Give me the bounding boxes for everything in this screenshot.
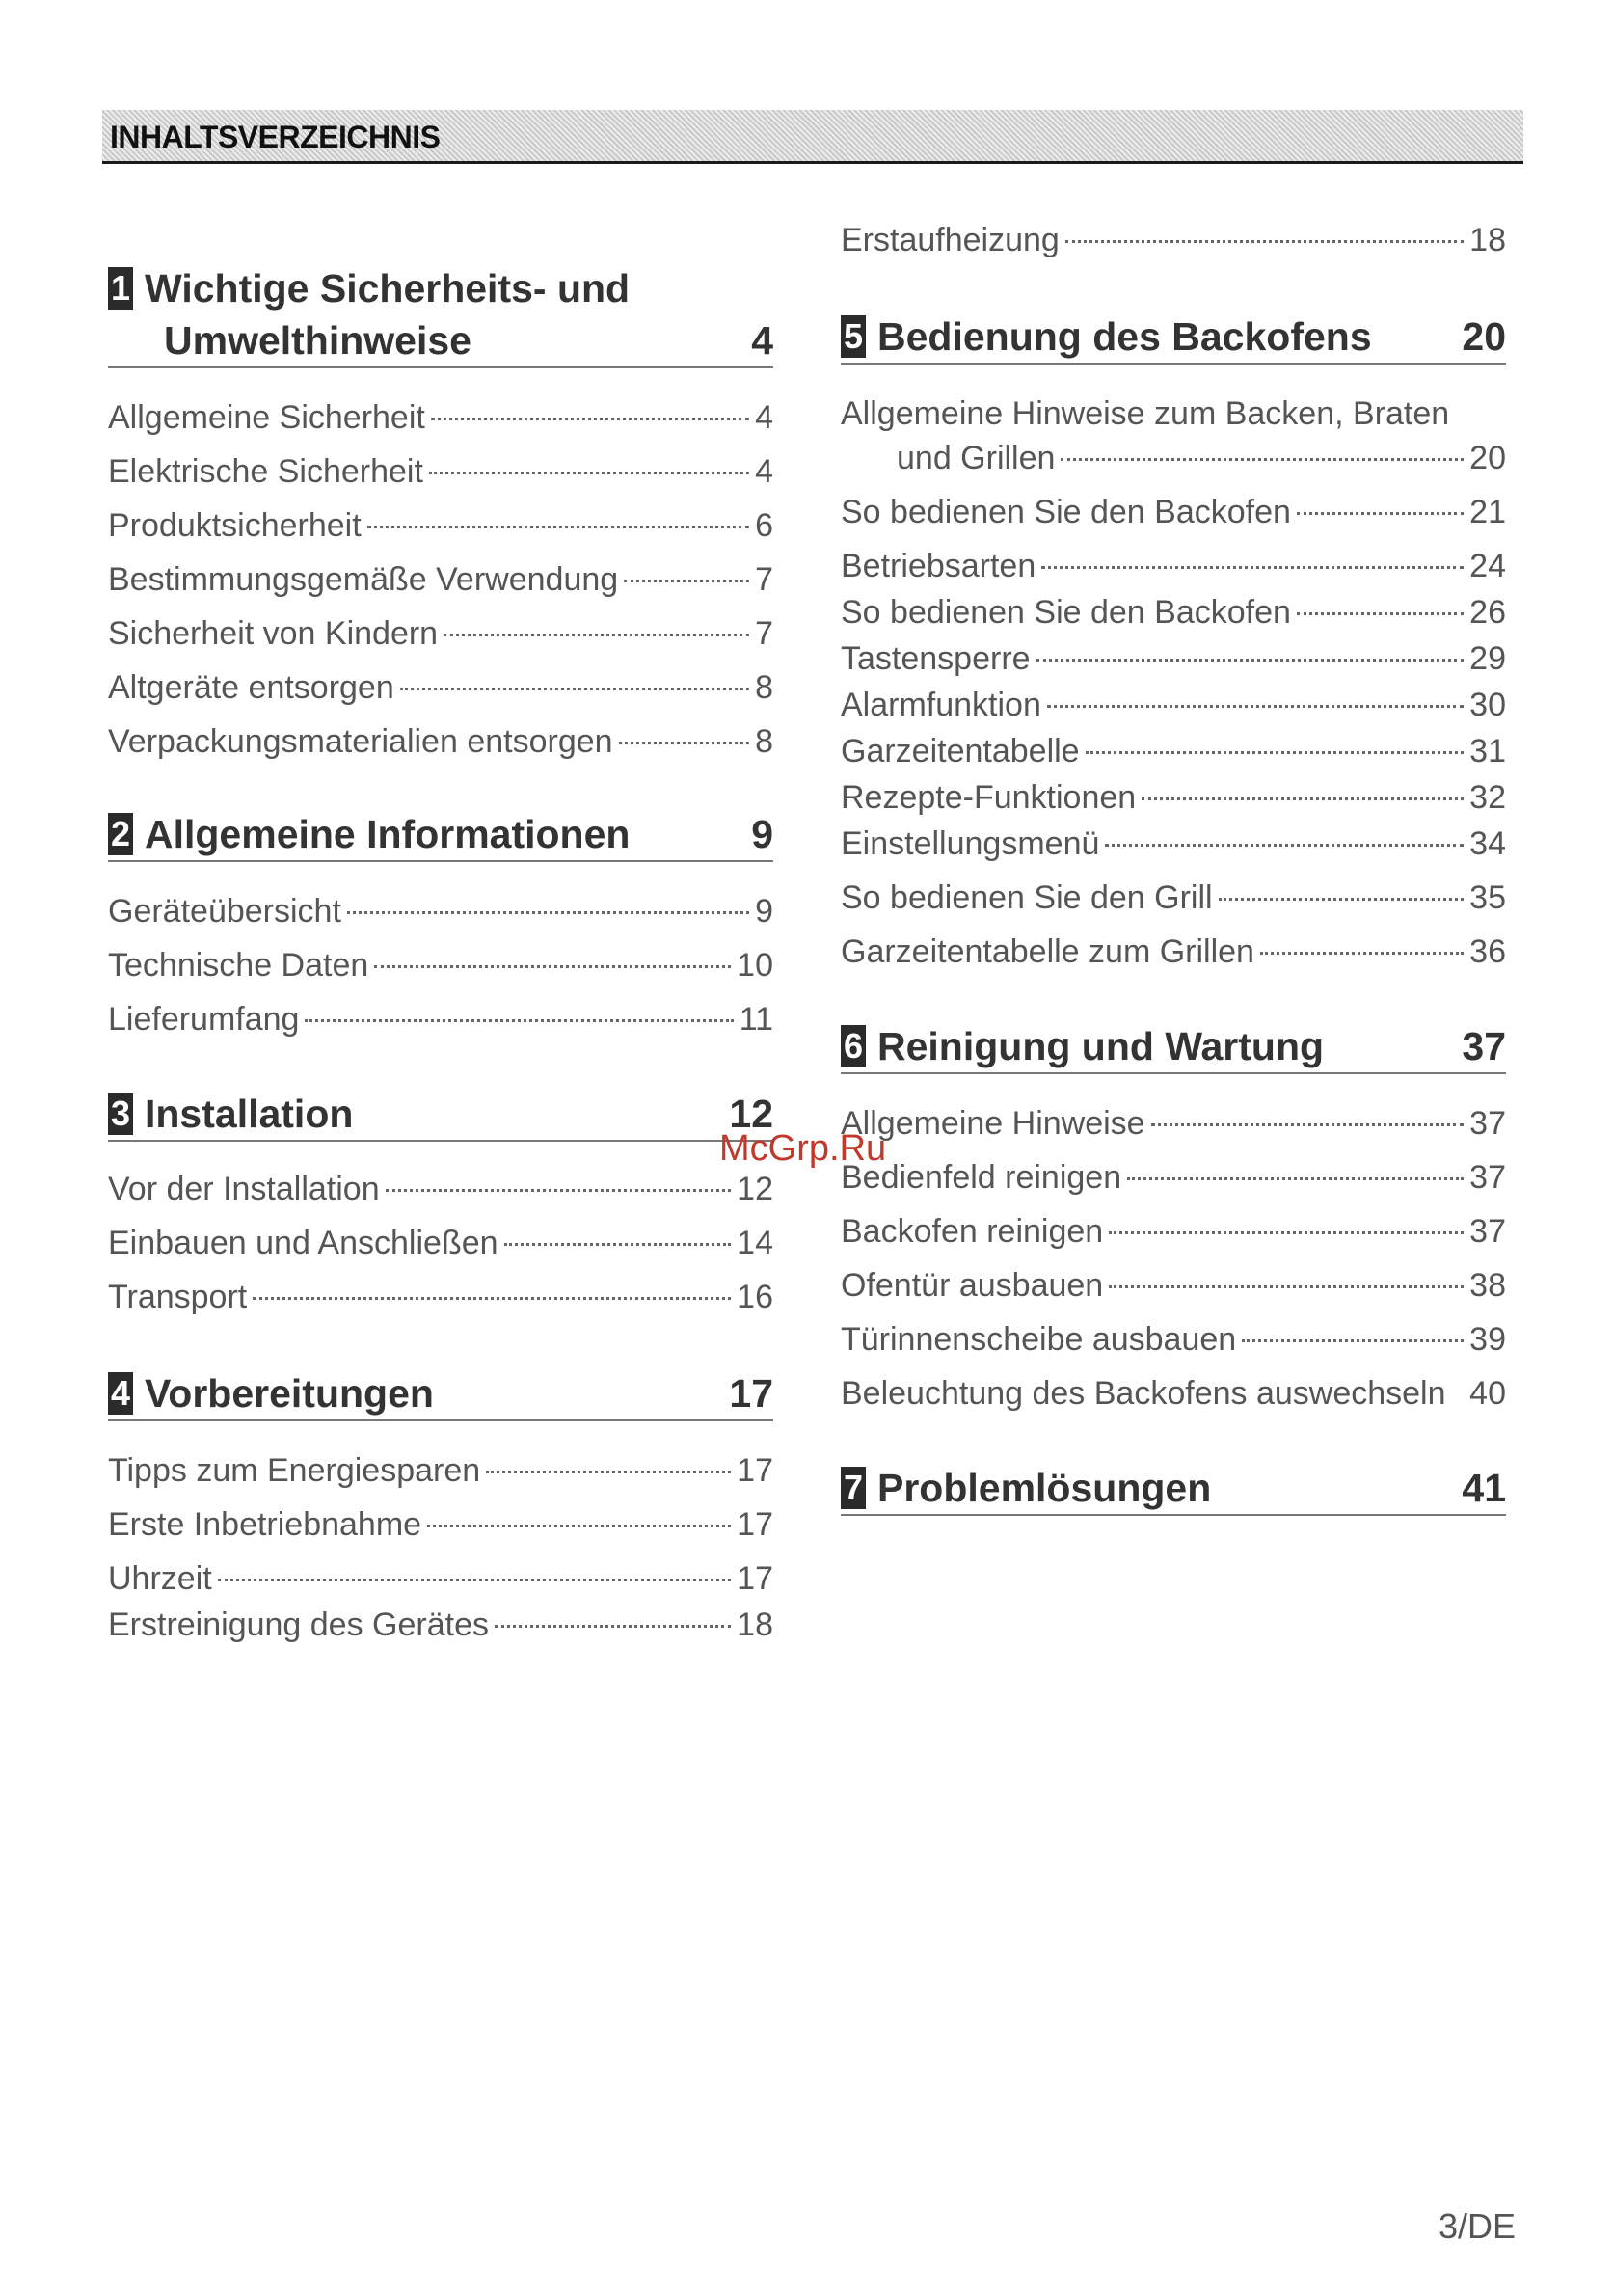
section-number: 2 xyxy=(108,813,133,855)
section-title: Vorbereitungen xyxy=(145,1371,434,1416)
toc-entry[interactable] xyxy=(108,1603,773,1647)
page-number: 3/DE xyxy=(1438,2206,1516,2246)
entry-label: Sicherheit von Kindern xyxy=(108,615,439,652)
entry-page: 16 xyxy=(737,1279,773,1315)
section-7-heading[interactable] xyxy=(841,1462,1506,1516)
entry-page: 18 xyxy=(737,1607,773,1643)
leader-dots xyxy=(1297,612,1464,615)
entry-label: Lieferumfang xyxy=(108,1001,300,1038)
toc-entry[interactable] xyxy=(841,1101,1506,1146)
toc-entry[interactable] xyxy=(841,218,1506,262)
entry-page: 30 xyxy=(1469,687,1506,723)
toc-entry[interactable] xyxy=(841,876,1506,920)
leader-dots xyxy=(1127,1177,1464,1180)
leader-dots xyxy=(1061,458,1464,461)
section-title: Problemlösungen xyxy=(877,1466,1212,1510)
section-page: 17 xyxy=(729,1371,773,1416)
toc-entry[interactable] xyxy=(108,1221,773,1265)
entry-label: Garzeitentabelle zum Grillen xyxy=(841,933,1254,970)
leader-dots xyxy=(504,1243,732,1246)
entry-label: Altgeräte entsorgen xyxy=(108,669,394,706)
entry-label: Tipps zum Energiesparen xyxy=(108,1452,481,1489)
section-title: Allgemeine Informationen xyxy=(145,812,631,856)
toc-entry[interactable] xyxy=(841,1371,1506,1416)
section-number: 7 xyxy=(841,1467,866,1509)
entry-page: 29 xyxy=(1469,640,1506,677)
leader-dots xyxy=(347,911,749,914)
entry-label: Garzeitentabelle xyxy=(841,733,1080,770)
toc-entry[interactable] xyxy=(108,1275,773,1319)
entry-label: Technische Daten xyxy=(108,947,369,984)
entry-label: Uhrzeit xyxy=(108,1560,212,1597)
entry-page: 17 xyxy=(737,1452,773,1489)
section-3-heading[interactable] xyxy=(108,1088,773,1142)
section-2-heading[interactable] xyxy=(108,808,773,862)
leader-dots xyxy=(1086,751,1465,754)
leader-dots xyxy=(1109,1285,1464,1288)
section-number: 3 xyxy=(108,1093,133,1135)
entry-page: 10 xyxy=(737,947,773,984)
entry-label: Ofentür ausbauen xyxy=(841,1267,1104,1304)
toc-entry[interactable] xyxy=(108,719,773,764)
section-page: 9 xyxy=(751,812,773,856)
toc-entry[interactable] xyxy=(841,683,1506,727)
entry-page: 7 xyxy=(755,561,773,598)
leader-dots xyxy=(218,1579,731,1581)
entry-label: Erste Inbetriebnahme xyxy=(108,1506,422,1543)
section-page: 20 xyxy=(1462,314,1506,359)
toc-entry[interactable] xyxy=(108,889,773,933)
section-title: Bedienung des Backofens xyxy=(877,314,1372,359)
entry-page: 17 xyxy=(737,1560,773,1597)
entry-label: Beleuchtung des Backofens auswechseln xyxy=(841,1375,1446,1412)
leader-dots xyxy=(1142,797,1464,800)
entry-label: Betriebsarten xyxy=(841,548,1036,584)
entry-label: Verpackungsmaterialien entsorgen xyxy=(108,723,613,760)
leader-dots xyxy=(1297,512,1464,515)
entry-label: So bedienen Sie den Backofen xyxy=(841,494,1291,530)
toc-entry[interactable] xyxy=(841,590,1506,635)
entry-page: 21 xyxy=(1469,494,1506,530)
section-page: 37 xyxy=(1462,1024,1506,1068)
entry-label: Bedienfeld reinigen xyxy=(841,1159,1122,1196)
leader-dots xyxy=(431,418,749,420)
entry-page: 32 xyxy=(1469,779,1506,816)
entry-page: 37 xyxy=(1469,1105,1506,1142)
toc-entry[interactable] xyxy=(841,1155,1506,1200)
leader-dots xyxy=(1041,566,1464,569)
toc-entry[interactable] xyxy=(841,729,1506,773)
entry-label: Geräteübersicht xyxy=(108,893,341,930)
toc-entry[interactable] xyxy=(841,930,1506,974)
page-title: INHALTSVERZEICHNIS xyxy=(110,120,441,154)
section-number: 1 xyxy=(108,267,133,310)
section-number: 6 xyxy=(841,1025,866,1067)
leader-dots xyxy=(1105,844,1464,847)
toc-entry[interactable] xyxy=(841,490,1506,534)
leader-dots xyxy=(427,1525,731,1527)
toc-entry[interactable] xyxy=(841,1317,1506,1362)
entry-label: Elektrische Sicherheit xyxy=(108,453,423,490)
section-number: 5 xyxy=(841,315,866,358)
entry-page: 26 xyxy=(1469,594,1506,631)
entry-label: Erstreinigung des Gerätes xyxy=(108,1607,489,1643)
toc-entry[interactable] xyxy=(108,611,773,656)
leader-dots xyxy=(619,742,750,744)
entry-label: So bedienen Sie den Backofen xyxy=(841,594,1291,631)
leader-dots xyxy=(400,688,749,690)
entry-label: Bestimmungsgemäße Verwendung xyxy=(108,561,619,598)
leader-dots xyxy=(1036,659,1465,662)
entry-label: Einbauen und Anschließen xyxy=(108,1225,498,1261)
entry-label: Allgemeine Sicherheit xyxy=(108,399,425,436)
header-bar xyxy=(102,110,1523,164)
section-title: Wichtige Sicherheits- und xyxy=(145,266,631,311)
toc-entry[interactable] xyxy=(841,775,1506,820)
leader-dots xyxy=(1109,1231,1464,1234)
toc-entry[interactable] xyxy=(841,1209,1506,1254)
section-6-heading[interactable] xyxy=(841,1020,1506,1074)
toc-entry[interactable] xyxy=(108,557,773,602)
toc-entry[interactable] xyxy=(841,544,1506,588)
entry-page: 35 xyxy=(1469,879,1506,916)
entry-page: 39 xyxy=(1469,1321,1506,1358)
entry-page: 7 xyxy=(755,615,773,652)
entry-label: und Grillen xyxy=(897,440,1056,476)
entry-page: 37 xyxy=(1469,1213,1506,1250)
entry-label: Rezepte-Funktionen xyxy=(841,779,1137,816)
entry-page: 38 xyxy=(1469,1267,1506,1304)
entry-page: 31 xyxy=(1469,733,1506,770)
entry-page: 40 xyxy=(1469,1375,1506,1412)
entry-label: Vor der Installation xyxy=(108,1171,380,1207)
entry-label: Tastensperre xyxy=(841,640,1031,677)
entry-label: Erstaufheizung xyxy=(841,222,1060,258)
entry-label: Backofen reinigen xyxy=(841,1213,1104,1250)
toc-entry[interactable] xyxy=(108,997,773,1041)
leader-dots xyxy=(1219,898,1465,901)
toc-entry[interactable] xyxy=(841,436,1506,480)
toc-entry[interactable] xyxy=(108,503,773,548)
entry-page: 12 xyxy=(737,1171,773,1207)
entry-page: 8 xyxy=(755,669,773,706)
leader-dots xyxy=(429,472,749,474)
section-page: 12 xyxy=(729,1092,773,1136)
toc-entry[interactable] xyxy=(108,395,773,440)
leader-dots xyxy=(1047,705,1464,708)
entry-label: Produktsicherheit xyxy=(108,507,362,544)
section-5-heading[interactable] xyxy=(841,311,1506,365)
section-number: 4 xyxy=(108,1372,133,1415)
entry-page: 34 xyxy=(1469,825,1506,862)
leader-dots xyxy=(253,1297,731,1300)
leader-dots xyxy=(486,1471,731,1473)
leader-dots xyxy=(367,526,749,528)
leader-dots xyxy=(495,1625,731,1628)
entry-page: 4 xyxy=(755,453,773,490)
section-title-continued: Umwelthinweise xyxy=(164,318,471,363)
leader-dots xyxy=(1151,1123,1465,1126)
entry-page: 20 xyxy=(1469,440,1506,476)
entry-label: So bedienen Sie den Grill xyxy=(841,879,1213,916)
section-1-heading[interactable] xyxy=(108,262,773,368)
toc-entry[interactable] xyxy=(108,1448,773,1493)
leader-dots xyxy=(444,634,749,636)
toc-entry-first-line[interactable]: Allgemeine Hinweise zum Backen, Braten xyxy=(841,395,1450,432)
toc-entry[interactable] xyxy=(841,1263,1506,1308)
entry-label: Allgemeine Hinweise xyxy=(841,1105,1145,1142)
entry-label: Transport xyxy=(108,1279,248,1315)
entry-label: Einstellungsmenü xyxy=(841,825,1100,862)
leader-dots xyxy=(305,1019,733,1022)
leader-dots xyxy=(374,965,731,968)
toc-entry[interactable] xyxy=(108,1556,773,1601)
leader-dots xyxy=(386,1189,732,1192)
section-4-heading[interactable] xyxy=(108,1367,773,1421)
section-title: Installation xyxy=(145,1092,354,1136)
watermark: McGrp.Ru xyxy=(719,1128,887,1169)
section-page: 41 xyxy=(1462,1466,1506,1510)
toc-entry[interactable] xyxy=(108,449,773,494)
entry-page: 24 xyxy=(1469,548,1506,584)
entry-page: 4 xyxy=(755,399,773,436)
entry-page: 8 xyxy=(755,723,773,760)
section-title: Reinigung und Wartung xyxy=(877,1024,1325,1068)
entry-label: Alarmfunktion xyxy=(841,687,1041,723)
entry-page: 37 xyxy=(1469,1159,1506,1196)
entry-page: 9 xyxy=(755,893,773,930)
leader-dots xyxy=(624,580,749,582)
leader-dots xyxy=(1242,1339,1464,1342)
toc-entry[interactable] xyxy=(108,1502,773,1547)
leader-dots xyxy=(1065,240,1464,243)
entry-page: 11 xyxy=(739,1001,773,1038)
section-page: 4 xyxy=(751,318,773,363)
toc-entry[interactable] xyxy=(841,822,1506,866)
toc-entry[interactable] xyxy=(108,943,773,987)
toc-entry[interactable] xyxy=(841,636,1506,681)
toc-entry[interactable] xyxy=(108,665,773,710)
toc-entry[interactable] xyxy=(108,1167,773,1211)
leader-dots xyxy=(1260,952,1464,955)
entry-page: 6 xyxy=(755,507,773,544)
entry-page: 18 xyxy=(1469,222,1506,258)
entry-label: Türinnenscheibe ausbauen xyxy=(841,1321,1237,1358)
entry-page: 17 xyxy=(737,1506,773,1543)
entry-page: 14 xyxy=(737,1225,773,1261)
entry-page: 36 xyxy=(1469,933,1506,970)
